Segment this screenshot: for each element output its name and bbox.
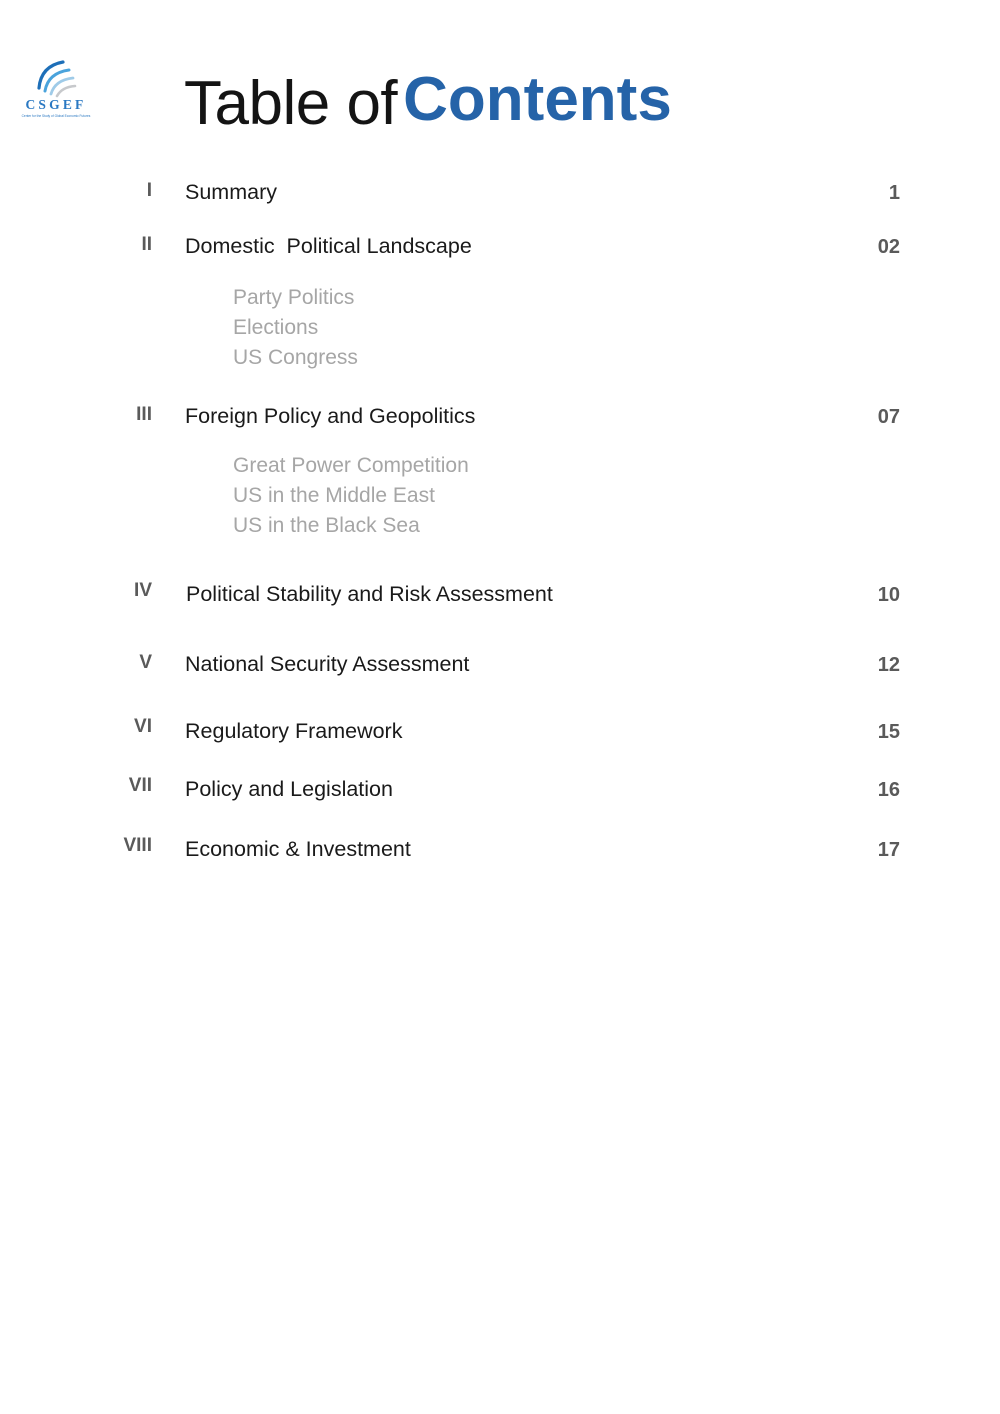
subsection-item[interactable]: US in the Black Sea [233,514,420,537]
subsection-item[interactable]: Party Politics [233,286,355,309]
toc-entry-economic-investment[interactable] [0,837,1000,867]
logo-text: CSGEF [25,97,87,112]
page-number: 17 [877,839,900,861]
subsection-list [233,283,358,373]
page-number: 12 [877,654,900,676]
section-numeral: VIII [123,835,152,856]
section-title[interactable]: Economic & Investment [185,837,411,861]
subsection-item[interactable]: US in the Middle East [233,484,435,507]
page-number: 10 [877,584,900,606]
toc-entry-foreign-policy[interactable] [0,404,1000,434]
logo-subtitle: Center for the Study of Global Economic Futures [21,114,91,118]
toc-entry-summary[interactable] [0,180,1000,210]
subsection-item[interactable]: Elections [233,316,319,339]
subsection-list [233,451,469,541]
section-numeral: II [141,234,152,255]
page-number: 02 [877,236,900,258]
toc-entry-policy-legislation[interactable] [0,777,1000,807]
page-number: 15 [877,721,900,743]
section-title[interactable]: Political Stability and Risk Assessment [186,582,553,606]
section-title[interactable]: Domestic Political Landscape [185,234,472,258]
subsection-item[interactable]: Great Power Competition [233,454,469,477]
csgef-logo [17,58,95,124]
section-title[interactable]: Summary [185,180,277,204]
section-numeral: I [146,180,152,201]
section-numeral: VI [134,716,152,737]
title-part-1: Table of [184,69,398,138]
logo-arcs-icon [17,58,95,98]
section-numeral: IV [134,580,152,601]
toc-entry-domestic-political-landscape[interactable] [0,234,1000,264]
subsection-item[interactable]: US Congress [233,346,358,369]
section-numeral: V [139,652,152,673]
section-title[interactable]: Foreign Policy and Geopolitics [185,404,476,428]
page-title [184,65,672,139]
toc-entry-political-stability[interactable] [0,582,1000,612]
toc-entry-national-security[interactable] [0,652,1000,682]
title-part-2: Contents [403,65,672,134]
section-numeral: III [136,404,152,425]
section-numeral: VII [128,775,152,796]
page-number: 1 [888,182,900,204]
section-title[interactable]: Policy and Legislation [185,777,393,801]
page-number: 16 [877,779,900,801]
toc-entry-regulatory-framework[interactable] [0,716,1000,749]
section-title[interactable]: National Security Assessment [185,652,470,676]
section-title[interactable]: Regulatory Framework [185,719,403,743]
page-number: 07 [877,406,900,428]
